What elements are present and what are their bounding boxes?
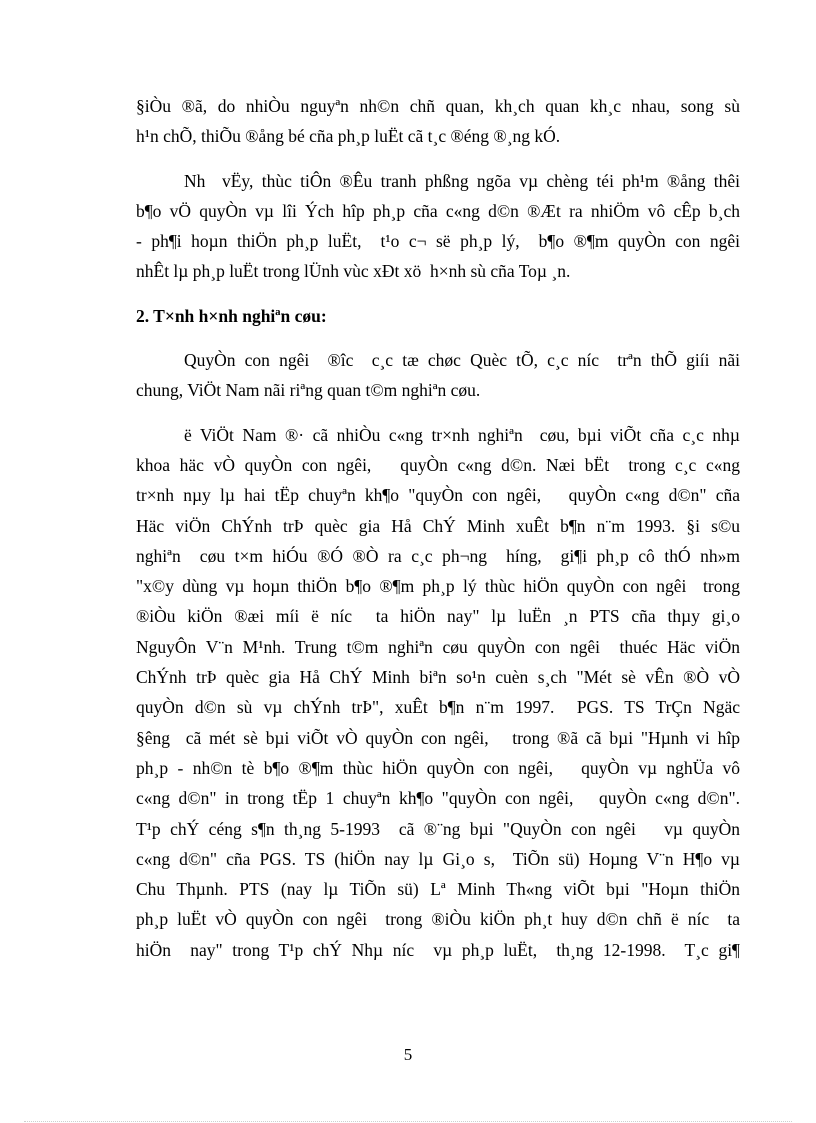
text-line: QuyÒn con ngêi ®îc c¸c tæ chøc Quèc tÕ, c¸c níc trªn thÕ giíi nãi	[184, 350, 740, 371]
text-line: chung, ViÖt Nam nãi riªng quan t©m nghiªn cøu.	[136, 380, 481, 401]
text-line: b¶o vÖ quyÒn vµ lîi Ých hîp ph¸p cña c«ng d©n ®Æt ra nhiÖm vô cÊp b¸ch	[136, 200, 740, 221]
section-heading	[136, 301, 740, 331]
page-number: 5	[403, 1045, 413, 1064]
text-line: ®iÒu kiÖn ®æi míi ë níc ta hiÖn nay" lµ luËn ¸n PTS cña thµy gi¸o	[136, 606, 740, 627]
page-body	[136, 91, 740, 965]
text-line: c«ng d©n" in trong tËp 1 chuyªn kh¶o "quyÒn con ngêi, quyÒn c«ng d©n".	[136, 788, 740, 809]
text-line: ph¸p - nh©n tè b¶o ®¶m thùc hiÖn quyÒn con ngêi, quyÒn vµ nghÜa vô	[136, 757, 740, 778]
paragraph-2	[136, 166, 740, 287]
text-line: Chu Thµnh. PTS (nay lµ TiÕn sü) Lª Minh Th«ng viÕt bµi "Hoµn thiÖn	[136, 879, 740, 900]
text-line: khoa häc vÒ quyÒn con ngêi, quyÒn c«ng d©n. Næi bËt trong c¸c c«ng	[136, 454, 740, 475]
text-line: §iÒu ®ã, do nhiÒu nguyªn nh©n chñ quan, kh¸ch quan kh¸c nhau, song sù	[136, 96, 740, 116]
text-line: "x©y dùng vµ hoµn thiÖn b¶o ®¶m ph¸p lý thùc hiÖn quyÒn con ngêi trong	[136, 576, 740, 597]
text-line: h¹n chÕ, thiÕu ®ång bé cña ph¸p luËt cã t¸c ®éng ®¸ng kÓ.	[136, 126, 561, 147]
text-line: hiÖn nay" trong T¹p chÝ Nhµ níc vµ ph¸p luËt, th¸ng 12-1998. T¸c gi¶	[136, 939, 740, 960]
text-line: c«ng d©n" cña PGS. TS (hiÖn nay lµ Gi¸o s, TiÕn sü) Hoµng V¨n H¶o vµ	[136, 848, 740, 869]
footer-divider	[24, 1121, 792, 1122]
paragraph-1	[136, 91, 740, 152]
text-line: Häc viÖn ChÝnh trÞ quèc gia Hå ChÝ Minh xuÊt b¶n n¨m 1993. §i s©u	[136, 515, 740, 536]
text-line: NguyÔn V¨n M¹nh. Trung t©m nghiªn cøu quyÒn con ngêi thuéc Häc viÖn	[136, 636, 740, 657]
text-line: Nh vËy, thùc tiÔn ®Êu tranh phßng ngõa vµ chèng téi ph¹m ®ång thêi	[184, 170, 740, 191]
heading-text: 2. T×nh h×nh nghiªn cøu:	[136, 305, 327, 326]
text-line: nhÊt lµ ph¸p luËt trong lÜnh vùc xÐt xö h×nh sù cña Toµ ¸n.	[136, 261, 571, 282]
text-line: ChÝnh trÞ quèc gia Hå ChÝ Minh biªn so¹n cuèn s¸ch "Mét sè vÊn ®Ò vÒ	[136, 667, 740, 688]
text-line: ph¸p luËt vÒ quyÒn con ngêi trong ®iÒu kiÖn ph¸t huy d©n chñ ë níc ta	[136, 909, 740, 930]
text-line: - ph¶i hoµn thiÖn ph¸p luËt, t¹o c¬ së ph¸p lý, b¶o ®¶m quyÒn con ngêi	[136, 231, 740, 252]
text-line: §êng cã mét sè bµi viÕt vÒ quyÒn con ngêi, trong ®ã cã bµi "Hµnh vi hîp	[136, 727, 740, 748]
paragraph-4	[136, 420, 740, 965]
text-line: T¹p chÝ céng s¶n th¸ng 5-1993 cã ®¨ng bµi "QuyÒn con ngêi vµ quyÒn	[136, 818, 740, 839]
text-line: quyÒn d©n sù vµ chÝnh trÞ", xuÊt b¶n n¨m 1997. PGS. TS TrÇn Ngäc	[136, 697, 740, 718]
text-line: ë ViÖt Nam ®· cã nhiÒu c«ng tr×nh nghiªn cøu, bµi viÕt cña c¸c nhµ	[184, 424, 740, 445]
paragraph-3	[136, 345, 740, 406]
text-line: nghiªn cøu t×m hiÓu ®Ó ®Ò ra c¸c ph¬ng híng, gi¶i ph¸p cô thÓ nh»m	[136, 545, 740, 566]
text-line: tr×nh nµy lµ hai tËp chuyªn kh¶o "quyÒn con ngêi, quyÒn c«ng d©n" cña	[136, 485, 740, 506]
